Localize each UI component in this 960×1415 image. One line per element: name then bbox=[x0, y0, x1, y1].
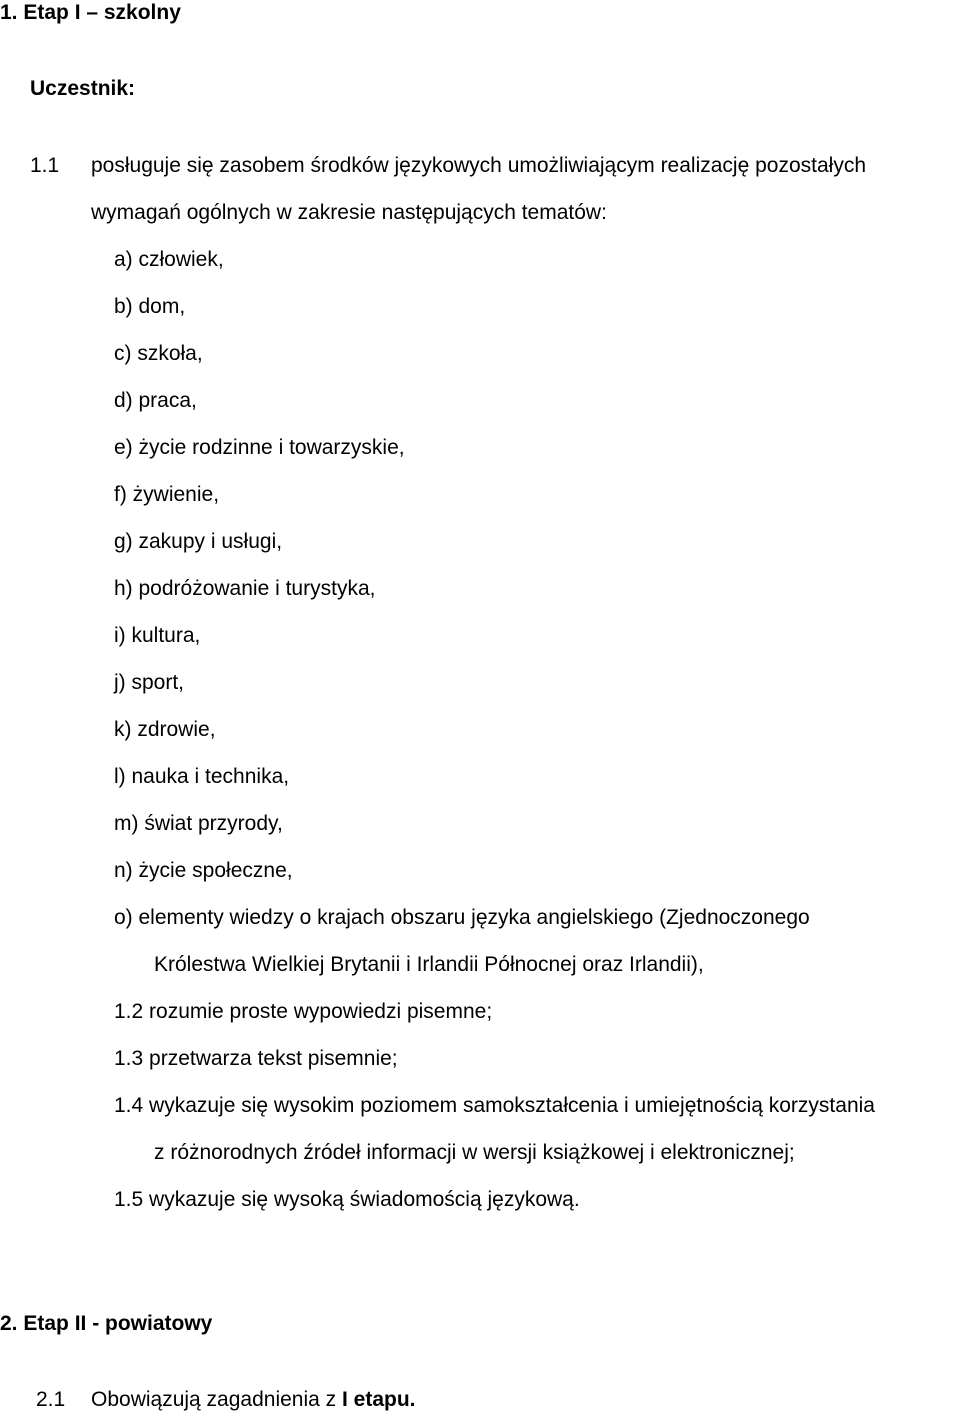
topic-item: m) świat przyrody, bbox=[114, 812, 283, 835]
topic-item: a) człowiek, bbox=[114, 248, 224, 271]
item-2-1-text-wrapper bbox=[91, 1387, 416, 1413]
topic-item: c) szkoła, bbox=[114, 342, 203, 365]
section-2-heading: 2. Etap II - powiatowy bbox=[0, 1312, 213, 1335]
item-1-1-number: 1.1 bbox=[30, 154, 60, 177]
item-1-4-line1: 1.4 wykazuje się wysokim poziomem samokształcenia i umiejętnością korzystania bbox=[114, 1094, 875, 1117]
item-1-5: 1.5 wykazuje się wysoką świadomością językową. bbox=[114, 1188, 580, 1211]
topic-item: i) kultura, bbox=[114, 624, 201, 647]
item-2-1-text: Obowiązują zagadnienia z bbox=[91, 1388, 342, 1411]
topic-item: o) elementy wiedzy o krajach obszaru języka angielskiego (Zjednoczonego bbox=[114, 906, 810, 929]
item-1-4-line2: z różnorodnych źródeł informacji w wersji książkowej i elektronicznej; bbox=[154, 1141, 795, 1164]
item-1-1-text-line2: wymagań ogólnych w zakresie następujących tematów: bbox=[91, 201, 607, 224]
topic-item: d) praca, bbox=[114, 389, 197, 412]
topic-item: b) dom, bbox=[114, 295, 186, 318]
topic-item-continuation: Królestwa Wielkiej Brytanii i Irlandii Północnej oraz Irlandii), bbox=[154, 953, 704, 976]
topic-item: k) zdrowie, bbox=[114, 718, 216, 741]
topic-item: l) nauka i technika, bbox=[114, 765, 290, 788]
topic-item: h) podróżowanie i turystyka, bbox=[114, 577, 376, 600]
item-1-3: 1.3 przetwarza tekst pisemnie; bbox=[114, 1047, 398, 1070]
topic-item: g) zakupy i usługi, bbox=[114, 530, 283, 553]
item-1-2: 1.2 rozumie proste wypowiedzi pisemne; bbox=[114, 1000, 493, 1023]
topic-item: j) sport, bbox=[114, 671, 185, 694]
section-1-heading: 1. Etap I – szkolny bbox=[0, 1, 181, 24]
topic-item: f) żywienie, bbox=[114, 483, 220, 506]
topic-item: n) życie społeczne, bbox=[114, 859, 293, 882]
participant-label: Uczestnik: bbox=[30, 77, 136, 100]
topic-item: e) życie rodzinne i towarzyskie, bbox=[114, 436, 405, 459]
item-1-1-text-line1: posługuje się zasobem środków językowych umożliwiającym realizację pozostałych bbox=[91, 154, 867, 177]
item-2-1-number: 2.1 bbox=[36, 1388, 66, 1411]
item-2-1-bold: I etapu. bbox=[342, 1388, 416, 1411]
